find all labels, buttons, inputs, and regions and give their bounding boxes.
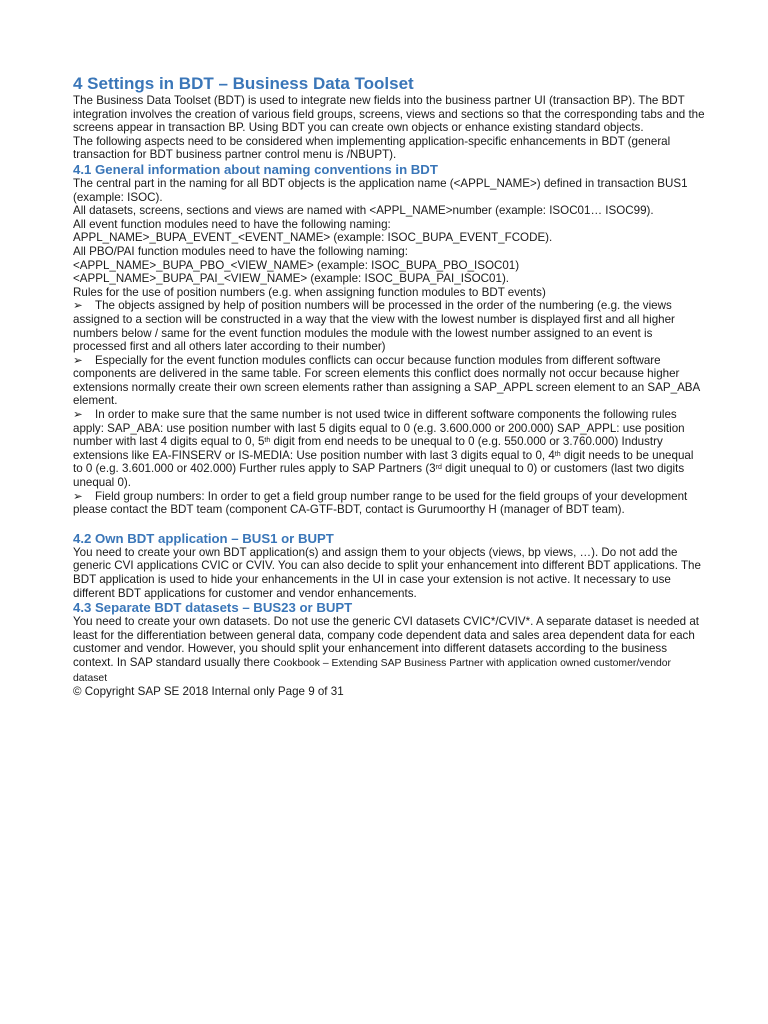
naming-line-8: Rules for the use of position numbers (e.g. when assigning function modules to BDT events): [73, 285, 546, 299]
bullet-conflicts: [73, 354, 705, 408]
bullet-text-part: In order to make sure that the same number is not used twice in different software components the following rules apply: SAP_ABA: use position number with last 5 digits equal to 0 (e.g. 3.600.000 or 200.000) SAP_APPL: use position number with last 4 digits equal to 0, 5: [73, 408, 685, 449]
naming-line-5: All PBO/PAI function modules need to have the following naming:: [73, 244, 408, 258]
bullet-text-part: digit needs to be unequal to 0 (e.g. 3.601.000 or 402.000) Further rules apply to SAP Partners (3: [73, 448, 694, 476]
spacer: [73, 517, 705, 531]
page-content: [73, 74, 705, 699]
bullet-text: The objects assigned by help of position numbers will be processed in the order of the numbering (e.g. the views assigned to a section will be constructed in a way that the view with the lowest number is displayed first and all higher numbers below / same for the event function modules the module with the lowest number assigned to an event is processed first and all others later according to their number): [73, 299, 675, 354]
naming-line-7: <APPL_NAME>_BUPA_PAI_<VIEW_NAME> (example: ISOC_BUPA_PAI_ISOC01).: [73, 272, 510, 286]
arrow-bullet-icon: ➢: [73, 489, 83, 503]
bullet-number-rules: [73, 408, 705, 490]
naming-line-4: APPL_NAME>_BUPA_EVENT_<EVENT_NAME> (example: ISOC_BUPA_EVENT_FCODE).: [73, 231, 553, 245]
section-4-heading: 4 Settings in BDT – Business Data Toolset: [73, 74, 414, 93]
arrow-bullet-icon: ➢: [73, 353, 83, 367]
section-4-1-heading: 4.1 General information about naming conventions in BDT: [73, 161, 438, 177]
section-4-3-heading: 4.3 Separate BDT datasets – BUS23 or BUPT: [73, 600, 353, 616]
section-4-3-text: You need to create your own datasets. Do not use the generic CVI datasets CVIC*/CVIV*. A separate dataset is needed at least for the differentiation between general data, company code dependent data and sales area dependent data for each customer and vendor. However, you should split your enhancement into different datasets according to the business context. In SAP standard usually there: [73, 615, 700, 669]
naming-line-1: The central part in the naming for all BDT objects is the application name (<APPL_NAME>) defined in transaction BUS1 (example: ISOC).: [73, 176, 688, 204]
running-header: Cookbook – Extending SAP Business Partner with application owned customer/vendor dataset: [73, 657, 671, 684]
bullet-text: Field group numbers: In order to get a field group number range to be used for the field groups of your development please contact the BDT team (component CA-GTF-BDT, contact is Gurumoorthy H (manager of BDT team).: [73, 489, 688, 517]
naming-line-2: All datasets, screens, sections and views are named with <APPL_NAME>number (example: ISOC01… ISOC99).: [73, 204, 654, 218]
section-4-3-body: [73, 615, 705, 685]
section-4-2-heading: 4.2 Own BDT application – BUS1 or BUPT: [73, 530, 334, 546]
section-4-2-body: You need to create your own BDT application(s) and assign them to your objects (views, bp views, …). Do not add the generic CVI applications CVIC or CVIV. You can also decide to split your enhancement into different BDT applications. The BDT application is used to hide your enhancements in the UI in case your extension is not active. It necessary to use different BDT applications for customer and vendor enhancements.: [73, 545, 701, 600]
ordinal-suffix: th: [264, 437, 271, 445]
ordinal-suffix: th: [554, 450, 561, 458]
section-4-intro: The Business Data Toolset (BDT) is used to integrate new fields into the business partner UI (transaction BP). The BDT integration involves the creation of various field groups, screens, views and sections so that the corresponding tabs and the screens appear in transaction BP. Using BDT you can create own objects or enhance existing standard objects.: [73, 94, 705, 135]
bullet-text-part: digit from end needs to be unequal to 0 (e.g. 550.000 or 3.760.000) Industry extensions like EA-FINSERV or IS-MEDIA: Use position number with last 3 digits equal to 0, 4: [73, 435, 663, 462]
naming-line-3: All event function modules need to have the following naming:: [73, 217, 391, 231]
bullet-position-order: [73, 299, 705, 353]
arrow-bullet-icon: ➢: [73, 299, 83, 313]
section-4-aspects: The following aspects need to be considered when implementing application-specific enhancements in BDT (general transaction for BDT business partner control menu is /NBUPT).: [73, 134, 671, 162]
bullet-text-part: digit unequal to 0) or customers (last two digits unequal 0).: [73, 462, 685, 490]
ordinal-suffix: rd: [435, 464, 442, 472]
bullet-field-groups: [73, 490, 705, 517]
bullet-text: Especially for the event function modules conflicts can occur because function modules from different software components are delivered in the same table. For screen elements this conflict does normally not occur because higher extensions normally create their own screen elements rather than assigning a SAP_APPL screen element to an SAP_ABA element.: [73, 353, 700, 408]
naming-line-6: <APPL_NAME>_BUPA_PBO_<VIEW_NAME> (example: ISOC_BUPA_PBO_ISOC01): [73, 258, 520, 272]
copyright-footer: © Copyright SAP SE 2018 Internal only Page 9 of 31: [73, 685, 344, 699]
arrow-bullet-icon: ➢: [73, 408, 83, 422]
